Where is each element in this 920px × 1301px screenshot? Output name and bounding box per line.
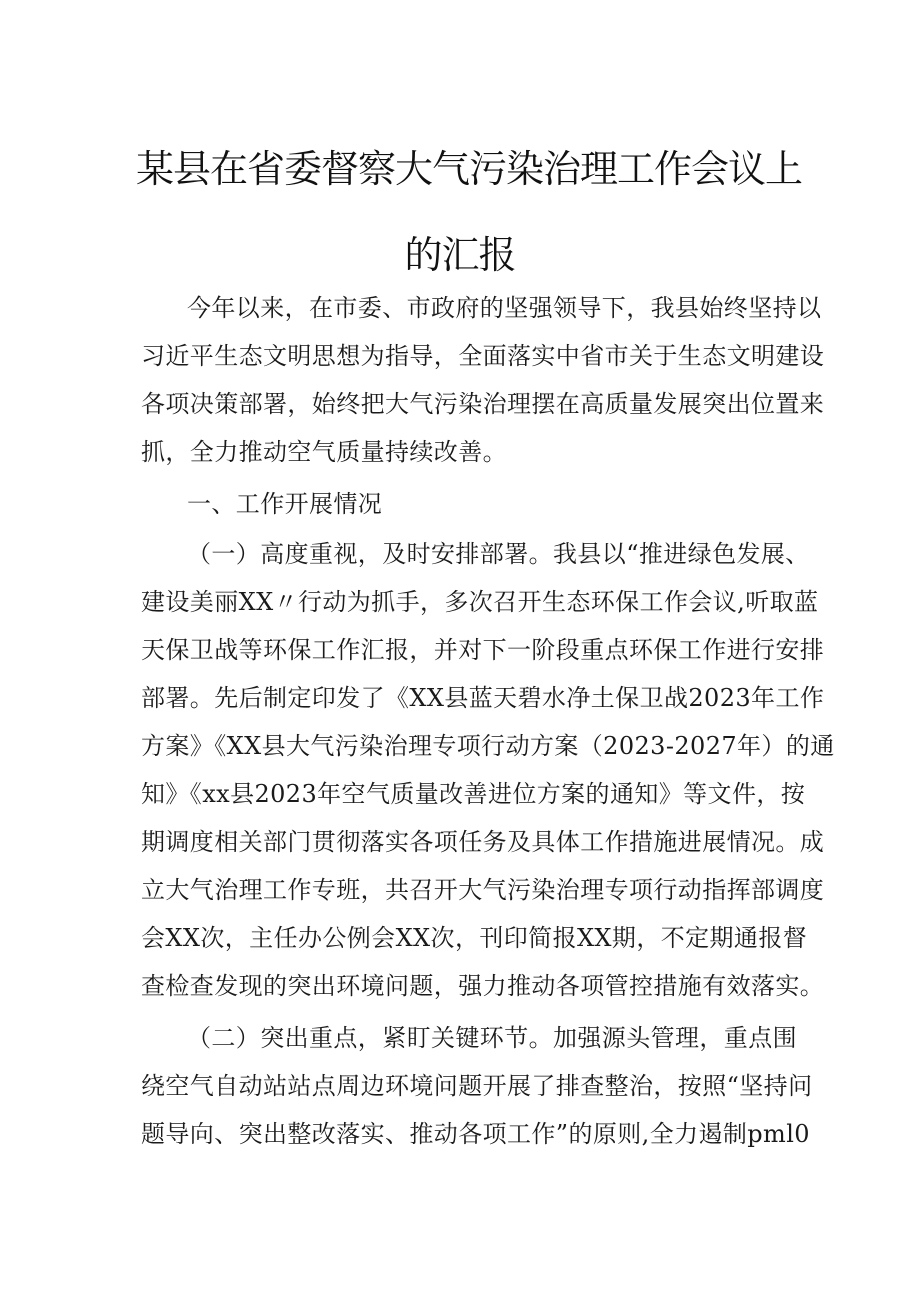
paragraph-line: 抓，全力推动空气质量持续改善。	[141, 438, 507, 466]
paragraph-line: 查检查发现的突出环境问题，强力推动各项管控措施有效落实。	[141, 972, 825, 1000]
paragraph-line: 知》《xx县2023年空气质量改善进位方案的通知》等文件，按	[141, 780, 806, 808]
paragraph-line: 绕空气自动站站点周边环境问题开展了排查整治，按照“坚持问	[141, 1072, 813, 1100]
paragraph-line: 习近平生态文明思想为指导，全面落实中省市关于生态文明建设	[141, 342, 825, 370]
paragraph-line: （一）高度重视，及时安排部署。我县以“推进绿色发展、	[187, 540, 810, 568]
section-heading: 一、工作开展情况	[187, 490, 383, 518]
document-title-line-1: 某县在省委督察大气污染治理工作会议上	[136, 147, 803, 191]
document-title-line-2: 的汇报	[404, 233, 516, 277]
paragraph-line: 期调度相关部门贯彻落实各项任务及具体工作措施进展情况。成	[141, 828, 825, 856]
paragraph-line: 今年以来，在市委、市政府的坚强领导下，我县始终坚持以	[187, 294, 822, 322]
paragraph-line: 部署。先后制定印发了《XX县蓝天碧水净土保卫战2023年工作	[141, 684, 825, 712]
paragraph-line: 建设美丽XX〃行动为抓手，多次召开生态环保工作会议,听取蓝	[141, 588, 819, 616]
paragraph-line: 立大气治理工作专班，共召开大气污染治理专项行动指挥部调度	[141, 876, 825, 904]
paragraph-line: 方案》《XX县大气污染治理专项行动方案（2023-2027年）的通	[141, 732, 835, 760]
paragraph-line: 天保卫战等环保工作汇报，并对下一阶段重点环保工作进行安排	[141, 636, 825, 664]
paragraph-line: 会XX次，主任办公例会XX次，刊印简报XX期，不定期通报督	[141, 924, 808, 952]
paragraph-line: 各项决策部署，始终把大气污染治理摆在高质量发展突出位置来	[141, 390, 825, 418]
paragraph-line: （二）突出重点，紧盯关键环节。加强源头管理，重点围	[187, 1024, 797, 1052]
paragraph-line: 题导向、突出整改落实、推动各项工作”的原则,全力遏制pml0	[141, 1120, 810, 1148]
